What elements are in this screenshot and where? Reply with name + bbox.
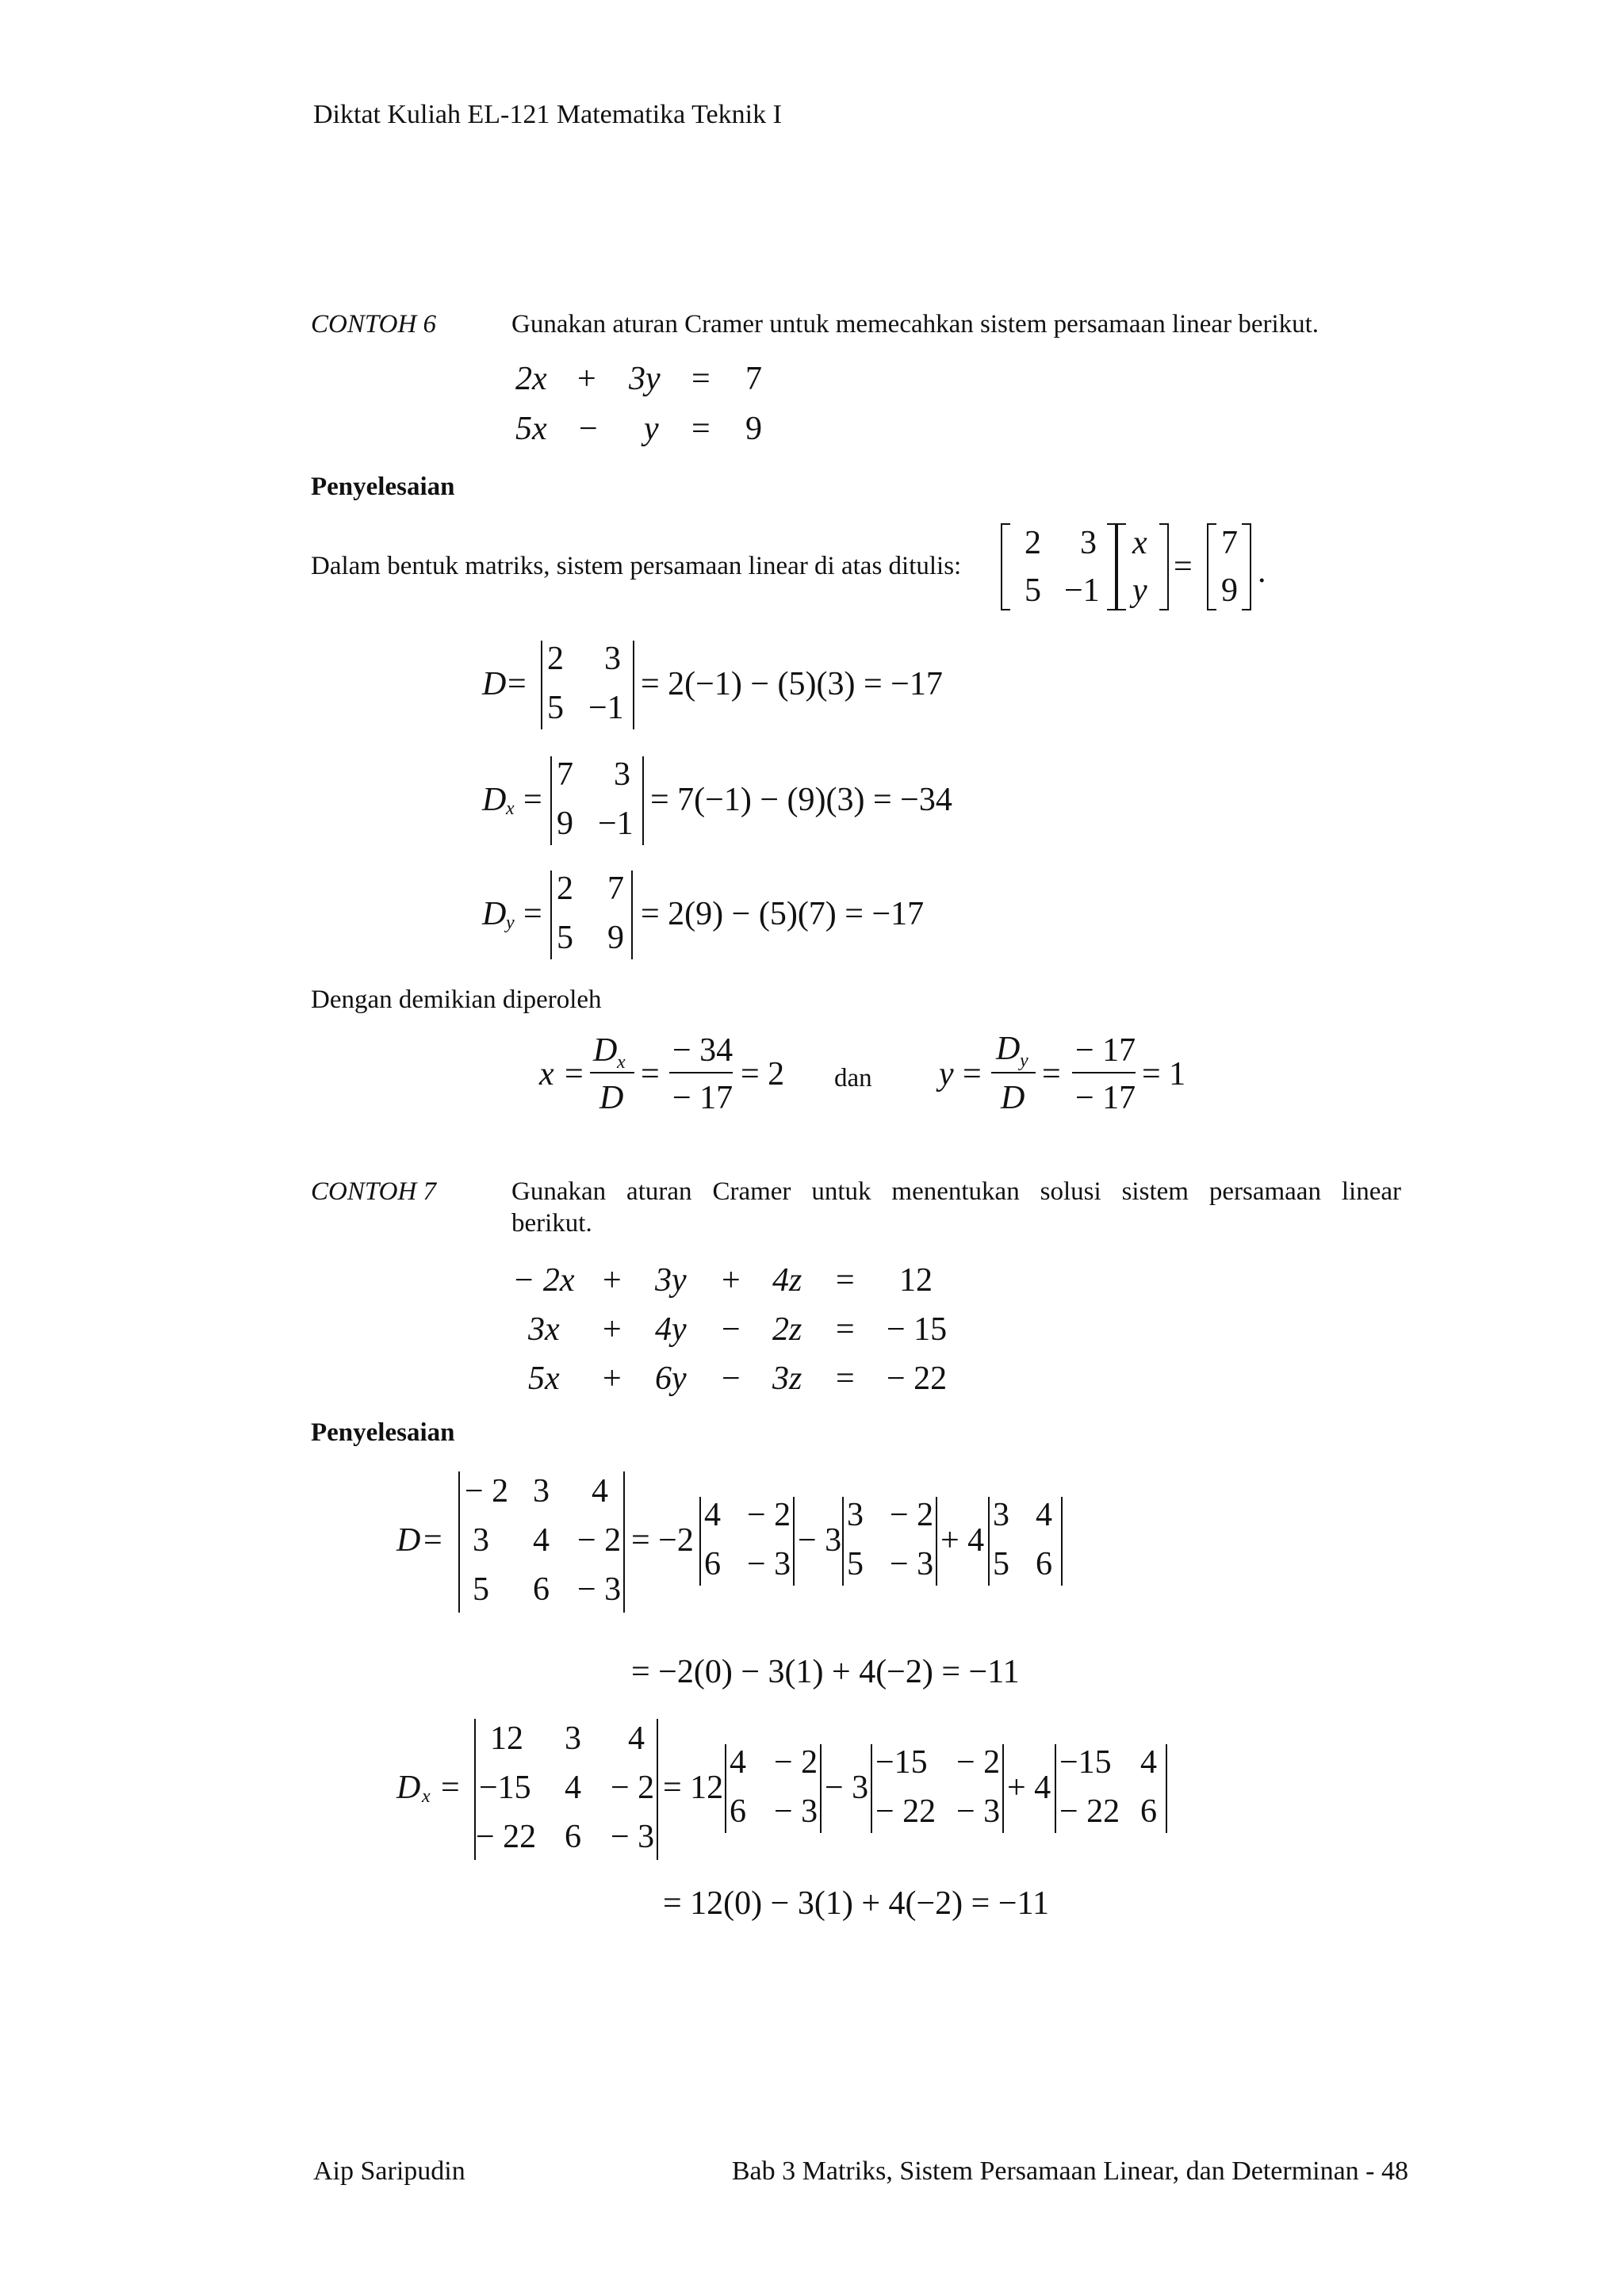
matrix-cell: − 3 xyxy=(611,1819,655,1855)
result: = 1 xyxy=(1142,1056,1186,1093)
matrix-cell: 6 xyxy=(565,1819,581,1855)
matrix-cell: − 2 xyxy=(577,1522,622,1559)
matrix-cell: 4 xyxy=(1140,1744,1157,1781)
matrix-cell: 6 xyxy=(533,1571,550,1608)
fraction-denominator: − 17 xyxy=(672,1080,733,1116)
matrix-cell: 5 xyxy=(993,1546,1009,1582)
matrix-cell: 9 xyxy=(1221,572,1238,609)
det-subscript: y xyxy=(1020,1050,1028,1071)
matrix-cell: −1 xyxy=(1064,572,1100,609)
matrix-cell: 6 xyxy=(704,1546,721,1582)
fraction-denominator: D xyxy=(599,1080,624,1116)
matrix-cell: 4 xyxy=(533,1522,550,1559)
matrix-cell: x xyxy=(1132,525,1147,561)
matrix-cell: 4 xyxy=(704,1497,721,1533)
matrix-cell: − 2 xyxy=(747,1497,791,1533)
constant: 9 xyxy=(745,411,762,447)
matrix-cell: 3 xyxy=(1080,525,1097,561)
example-instruction: berikut. xyxy=(511,1209,592,1238)
matrix-cell: 6 xyxy=(1140,1793,1157,1830)
det-bar xyxy=(820,1744,822,1833)
constant: − 22 xyxy=(887,1360,948,1397)
bracket-right xyxy=(1159,523,1169,610)
equals-sign: = xyxy=(523,896,542,932)
matrix-cell: − 22 xyxy=(476,1819,537,1855)
matrix-cell: 5 xyxy=(847,1546,864,1582)
det-result: = 2(−1) − (5)(3) = −17 xyxy=(641,666,943,702)
det-bar xyxy=(642,756,644,845)
matrix-cell: − 3 xyxy=(890,1546,934,1582)
matrix-cell: − 2 xyxy=(465,1473,509,1510)
equals-sign: = xyxy=(691,411,710,447)
matrix-cell: − 3 xyxy=(956,1793,1001,1830)
cofactor-coeff: = −2 xyxy=(631,1522,694,1559)
det-bar xyxy=(871,1744,872,1833)
example-instruction: Gunakan aturan Cramer untuk memecahkan sistem persamaan linear berikut. xyxy=(511,310,1320,339)
det-bar xyxy=(458,1471,460,1613)
det-result: = 12(0) − 3(1) + 4(−2) = −11 xyxy=(663,1885,1049,1922)
operator: + xyxy=(722,1262,741,1299)
operator: + xyxy=(603,1311,622,1348)
fraction-numerator: D xyxy=(996,1031,1021,1067)
solution-heading: Penyelesaian xyxy=(311,473,455,501)
term: 5x xyxy=(515,411,547,447)
term: y xyxy=(644,411,659,447)
matrix-cell: 3 xyxy=(533,1473,550,1510)
det-bar xyxy=(623,1471,625,1613)
operator: − xyxy=(722,1311,741,1348)
det-bar xyxy=(793,1497,795,1586)
det-bar xyxy=(699,1497,701,1586)
matrix-cell: − 3 xyxy=(747,1546,791,1582)
matrix-cell: 4 xyxy=(730,1744,746,1781)
det-symbol: D xyxy=(482,666,507,702)
det-bar xyxy=(725,1744,726,1833)
constant: 7 xyxy=(745,361,762,397)
term: − 2x xyxy=(512,1262,575,1299)
operator: + xyxy=(603,1360,622,1397)
matrix-cell: 4 xyxy=(565,1770,581,1806)
term: 3y xyxy=(629,361,661,397)
det-bar xyxy=(936,1497,937,1586)
matrix-cell: 6 xyxy=(730,1793,746,1830)
equals-sign: = xyxy=(641,1056,660,1093)
fraction-numerator: − 34 xyxy=(672,1032,733,1069)
matrix-cell: 3 xyxy=(604,641,621,677)
matrix-cell: 3 xyxy=(614,756,630,793)
equals-sign: = xyxy=(508,666,527,702)
matrix-cell: − 3 xyxy=(774,1793,818,1830)
matrix-intro: Dalam bentuk matriks, sistem persamaan linear di atas ditulis: xyxy=(311,552,962,580)
bracket-left xyxy=(1207,523,1216,610)
matrix-cell: 9 xyxy=(557,806,573,842)
matrix-cell: 2 xyxy=(557,871,573,907)
example-label: CONTOH 7 xyxy=(311,1177,437,1206)
equals-sign: = xyxy=(836,1311,855,1348)
matrix-cell: 5 xyxy=(1025,572,1041,609)
det-bar xyxy=(657,1719,658,1860)
matrix-cell: 2 xyxy=(547,641,564,677)
operator: − xyxy=(579,411,598,447)
matrix-cell: 3 xyxy=(993,1497,1009,1533)
term: 3z xyxy=(772,1360,802,1397)
det-symbol: D xyxy=(482,782,507,818)
connector-text: dan xyxy=(834,1064,872,1093)
matrix-cell: 2 xyxy=(1025,525,1041,561)
matrix-cell: − 3 xyxy=(577,1571,622,1608)
matrix-cell: 5 xyxy=(557,920,573,956)
det-subscript: x xyxy=(506,798,515,819)
matrix-cell: 7 xyxy=(557,756,573,793)
matrix-cell: −1 xyxy=(588,690,624,726)
det-bar xyxy=(1166,1744,1167,1833)
matrix-cell: − 2 xyxy=(890,1497,934,1533)
operator: + xyxy=(603,1262,622,1299)
det-bar xyxy=(633,641,634,729)
footer-chapter: Bab 3 Matriks, Sistem Persamaan Linear, dan Determinan - 48 xyxy=(731,2156,1408,2186)
matrix-cell: 5 xyxy=(473,1571,489,1608)
matrix-cell: − 22 xyxy=(1059,1793,1120,1830)
det-result: = 2(9) − (5)(7) = −17 xyxy=(641,896,925,932)
matrix-cell: − 22 xyxy=(875,1793,936,1830)
matrix-cell: 4 xyxy=(592,1473,608,1510)
equals-sign: = xyxy=(1174,549,1193,585)
det-symbol: D xyxy=(396,1522,421,1559)
fraction-bar xyxy=(991,1072,1036,1073)
matrix-cell: −1 xyxy=(598,806,634,842)
matrix-cell: 7 xyxy=(607,871,624,907)
cofactor-coeff: − 3 xyxy=(798,1522,842,1559)
det-bar xyxy=(988,1497,990,1586)
term: 3y xyxy=(655,1262,687,1299)
term: 3x xyxy=(528,1311,560,1348)
det-bar xyxy=(550,756,552,845)
cofactor-coeff: + 4 xyxy=(940,1522,985,1559)
period: . xyxy=(1258,553,1266,590)
term: 2x xyxy=(515,361,547,397)
matrix-cell: y xyxy=(1132,572,1147,609)
matrix-cell: 4 xyxy=(1036,1497,1052,1533)
bracket-left xyxy=(1116,523,1126,610)
det-subscript: y xyxy=(506,913,515,933)
fraction-bar xyxy=(669,1072,733,1073)
conclusion-text: Dengan demikian diperoleh xyxy=(311,985,602,1014)
matrix-cell: 7 xyxy=(1221,525,1238,561)
term: 4y xyxy=(655,1311,687,1348)
fraction-numerator: D xyxy=(593,1032,618,1069)
constant: 12 xyxy=(899,1262,933,1299)
fraction-denominator: − 17 xyxy=(1075,1080,1136,1116)
bracket-right xyxy=(1242,523,1251,610)
page-header: Diktat Kuliah EL-121 Matematika Teknik I xyxy=(313,100,782,129)
det-symbol: D xyxy=(396,1770,421,1806)
matrix-cell: 3 xyxy=(847,1497,864,1533)
equals-sign: = xyxy=(691,361,710,397)
term: 5x xyxy=(528,1360,560,1397)
equals-sign: = xyxy=(836,1360,855,1397)
equals-sign: = xyxy=(963,1056,982,1093)
term: 6y xyxy=(655,1360,687,1397)
matrix-cell: −15 xyxy=(875,1744,928,1781)
matrix-cell: −15 xyxy=(479,1770,531,1806)
constant: − 15 xyxy=(887,1311,948,1348)
result: = 2 xyxy=(741,1056,785,1093)
example-instruction: Gunakan aturan Cramer untuk menentukan solusi sistem persamaan linear xyxy=(511,1177,1401,1206)
term: 2z xyxy=(772,1311,802,1348)
variable: y xyxy=(939,1056,954,1093)
matrix-cell: 3 xyxy=(473,1522,489,1559)
solution-heading: Penyelesaian xyxy=(311,1418,455,1447)
det-bar xyxy=(842,1497,844,1586)
det-bar xyxy=(631,871,633,959)
fraction-bar xyxy=(590,1072,634,1073)
equals-sign: = xyxy=(565,1056,584,1093)
footer-author: Aip Saripudin xyxy=(313,2156,465,2186)
matrix-cell: 5 xyxy=(547,690,564,726)
det-result: = −2(0) − 3(1) + 4(−2) = −11 xyxy=(631,1654,1020,1690)
matrix-cell: 9 xyxy=(607,920,624,956)
term: 4z xyxy=(772,1262,802,1299)
det-bar xyxy=(1061,1497,1063,1586)
bracket-right xyxy=(1107,523,1116,610)
matrix-cell: −15 xyxy=(1059,1744,1112,1781)
matrix-cell: − 2 xyxy=(774,1744,818,1781)
matrix-cell: 3 xyxy=(565,1720,581,1757)
det-subscript: x xyxy=(422,1786,431,1807)
det-result: = 7(−1) − (9)(3) = −34 xyxy=(650,782,952,818)
det-bar xyxy=(1002,1744,1004,1833)
det-bar xyxy=(1055,1744,1056,1833)
matrix-cell: − 2 xyxy=(611,1770,655,1806)
cofactor-coeff: + 4 xyxy=(1007,1770,1051,1806)
det-symbol: D xyxy=(482,896,507,932)
cofactor-coeff: = 12 xyxy=(663,1770,724,1806)
det-bar xyxy=(541,641,542,729)
fraction-numerator: − 17 xyxy=(1075,1032,1136,1069)
equals-sign: = xyxy=(441,1770,460,1806)
bracket-left xyxy=(1001,523,1010,610)
cofactor-coeff: − 3 xyxy=(825,1770,869,1806)
matrix-cell: − 2 xyxy=(956,1744,1001,1781)
det-subscript: x xyxy=(617,1052,626,1073)
example-label: CONTOH 6 xyxy=(311,310,437,339)
equals-sign: = xyxy=(1042,1056,1061,1093)
equals-sign: = xyxy=(836,1262,855,1299)
matrix-cell: 12 xyxy=(490,1720,523,1757)
det-bar xyxy=(550,871,552,959)
matrix-cell: 4 xyxy=(628,1720,645,1757)
operator: − xyxy=(722,1360,741,1397)
fraction-denominator: D xyxy=(1001,1080,1025,1116)
fraction-bar xyxy=(1072,1072,1136,1073)
operator: + xyxy=(577,361,596,397)
variable: x xyxy=(539,1056,554,1093)
matrix-cell: 6 xyxy=(1036,1546,1052,1582)
equals-sign: = xyxy=(423,1522,442,1559)
equals-sign: = xyxy=(523,782,542,818)
